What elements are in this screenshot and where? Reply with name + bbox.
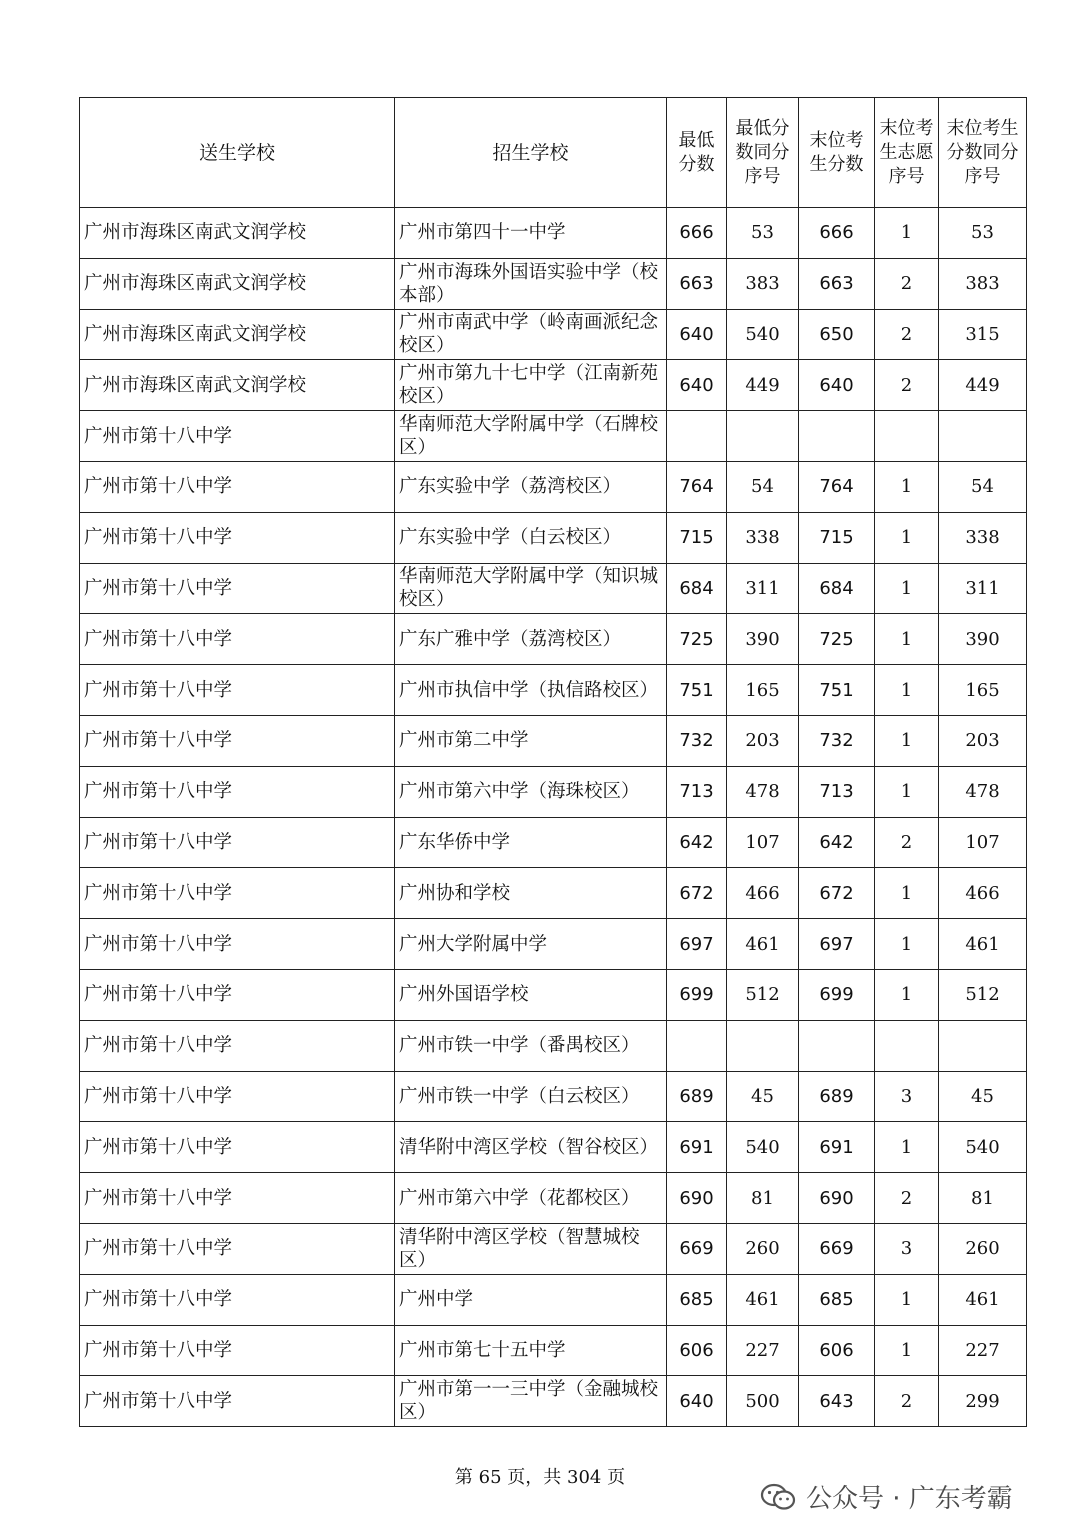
cell-admitting-school: 广州市第六中学（花都校区） [395,1173,667,1224]
cell-min-score-rank: 45 [727,1071,799,1122]
cell-last-score-rank: 45 [939,1071,1027,1122]
cell-last-choice: 1 [875,1274,939,1325]
cell-last-score: 663 [799,258,875,309]
watermark [760,1478,1013,1515]
cell-min-score-rank: 478 [727,766,799,817]
cell-min-score-rank: 54 [727,461,799,512]
cell-min-score: 689 [667,1071,727,1122]
cell-min-score-rank: 260 [727,1223,799,1274]
cell-last-score: 642 [799,817,875,868]
cell-last-score: 650 [799,309,875,360]
cell-min-score-rank: 81 [727,1173,799,1224]
table-row [80,461,1027,512]
table-row [80,1274,1027,1325]
cell-min-score: 640 [667,1376,727,1427]
table-row [80,411,1027,462]
cell-admitting-school: 广州市第七十五中学 [395,1325,667,1376]
cell-last-score [799,1020,875,1071]
cell-sending-school: 广州市第十八中学 [80,1173,395,1224]
cell-last-score-rank [939,411,1027,462]
cell-min-score-rank [727,1020,799,1071]
cell-min-score-rank: 500 [727,1376,799,1427]
cell-min-score: 732 [667,715,727,766]
cell-admitting-school: 广州大学附属中学 [395,919,667,970]
cell-min-score-rank: 107 [727,817,799,868]
cell-sending-school: 广州市第十八中学 [80,1223,395,1274]
cell-sending-school: 广州市第十八中学 [80,1376,395,1427]
cell-min-score-rank: 311 [727,563,799,614]
table-row [80,208,1027,259]
cell-admitting-school: 广州市铁一中学（白云校区） [395,1071,667,1122]
cell-sending-school: 广州市第十八中学 [80,614,395,665]
table-body [80,208,1027,1427]
cell-min-score: 699 [667,969,727,1020]
cell-admitting-school: 广州市第四十一中学 [395,208,667,259]
cell-min-score-rank: 512 [727,969,799,1020]
cell-min-score-rank: 540 [727,1122,799,1173]
cell-min-score-rank: 383 [727,258,799,309]
cell-admitting-school: 广州协和学校 [395,868,667,919]
cell-sending-school: 广州市海珠区南武文润学校 [80,309,395,360]
cell-min-score-rank: 227 [727,1325,799,1376]
table-row [80,817,1027,868]
cell-last-score-rank: 54 [939,461,1027,512]
cell-admitting-school: 华南师范大学附属中学（石牌校区） [395,411,667,462]
cell-admitting-school: 广东实验中学（荔湾校区） [395,461,667,512]
cell-min-score-rank [727,411,799,462]
cell-admitting-school: 广州市执信中学（执信路校区） [395,665,667,716]
cell-sending-school: 广州市海珠区南武文润学校 [80,258,395,309]
cell-sending-school: 广州市第十八中学 [80,1274,395,1325]
table-row [80,919,1027,970]
cell-sending-school: 广州市第十八中学 [80,461,395,512]
cell-admitting-school: 广州市第六中学（海珠校区） [395,766,667,817]
cell-admitting-school: 广州市铁一中学（番禺校区） [395,1020,667,1071]
table-row [80,766,1027,817]
cell-last-choice: 2 [875,1173,939,1224]
table-header-row [80,98,1027,208]
cell-min-score: 764 [667,461,727,512]
cell-last-score-rank: 540 [939,1122,1027,1173]
cell-admitting-school: 广州市海珠外国语实验中学（校本部） [395,258,667,309]
cell-last-score: 725 [799,614,875,665]
cell-last-score-rank: 311 [939,563,1027,614]
header-last-choice: 末位考生志愿序号 [875,98,939,208]
cell-last-score-rank: 81 [939,1173,1027,1224]
cell-last-score-rank: 512 [939,969,1027,1020]
cell-last-score-rank: 53 [939,208,1027,259]
table-row [80,309,1027,360]
cell-min-score-rank: 203 [727,715,799,766]
cell-last-choice: 1 [875,1122,939,1173]
cell-last-choice: 3 [875,1223,939,1274]
table-row [80,614,1027,665]
table-row [80,1122,1027,1173]
cell-last-choice: 1 [875,868,939,919]
cell-last-choice: 3 [875,1071,939,1122]
cell-last-score-rank: 107 [939,817,1027,868]
cell-last-score: 713 [799,766,875,817]
cell-min-score-rank: 461 [727,1274,799,1325]
watermark-text: 公众号 · 广东考霸 [806,1484,1013,1514]
cell-last-choice: 2 [875,1376,939,1427]
cell-sending-school: 广州市第十八中学 [80,817,395,868]
cell-admitting-school: 清华附中湾区学校（智慧城校区） [395,1223,667,1274]
cell-last-score: 732 [799,715,875,766]
cell-min-score: 685 [667,1274,727,1325]
cell-admitting-school: 清华附中湾区学校（智谷校区） [395,1122,667,1173]
cell-last-choice [875,411,939,462]
cell-admitting-school: 广东广雅中学（荔湾校区） [395,614,667,665]
table-row [80,563,1027,614]
cell-sending-school: 广州市第十八中学 [80,1122,395,1173]
table-row [80,258,1027,309]
cell-last-score: 606 [799,1325,875,1376]
cell-last-score-rank: 315 [939,309,1027,360]
cell-min-score: 725 [667,614,727,665]
cell-sending-school: 广州市第十八中学 [80,1325,395,1376]
cell-sending-school: 广州市第十八中学 [80,563,395,614]
cell-last-score-rank: 299 [939,1376,1027,1427]
table-row [80,665,1027,716]
cell-last-score: 697 [799,919,875,970]
cell-sending-school: 广州市第十八中学 [80,715,395,766]
header-min-score: 最低分数 [667,98,727,208]
cell-sending-school: 广州市第十八中学 [80,1071,395,1122]
cell-min-score-rank: 461 [727,919,799,970]
cell-last-score-rank: 461 [939,919,1027,970]
cell-last-choice: 1 [875,665,939,716]
cell-last-score: 666 [799,208,875,259]
cell-min-score [667,411,727,462]
table-row [80,1376,1027,1427]
cell-admitting-school: 广州市南武中学（岭南画派纪念校区） [395,309,667,360]
cell-min-score-rank: 449 [727,360,799,411]
cell-sending-school: 广州市海珠区南武文润学校 [80,208,395,259]
cell-last-score-rank: 338 [939,512,1027,563]
cell-last-choice: 2 [875,817,939,868]
cell-admitting-school: 广州外国语学校 [395,969,667,1020]
cell-min-score-rank: 390 [727,614,799,665]
cell-min-score: 697 [667,919,727,970]
cell-min-score: 640 [667,309,727,360]
cell-last-choice: 1 [875,715,939,766]
cell-min-score-rank: 466 [727,868,799,919]
cell-last-choice: 1 [875,1325,939,1376]
cell-min-score-rank: 338 [727,512,799,563]
cell-last-choice: 2 [875,309,939,360]
cell-last-choice: 1 [875,512,939,563]
cell-sending-school: 广州市第十八中学 [80,512,395,563]
cell-min-score-rank: 540 [727,309,799,360]
cell-last-score: 669 [799,1223,875,1274]
cell-last-score: 685 [799,1274,875,1325]
cell-last-score-rank: 227 [939,1325,1027,1376]
table-row [80,1173,1027,1224]
cell-sending-school: 广州市第十八中学 [80,969,395,1020]
cell-min-score: 690 [667,1173,727,1224]
cell-min-score: 672 [667,868,727,919]
table-row [80,1020,1027,1071]
cell-last-choice: 1 [875,563,939,614]
cell-sending-school: 广州市第十八中学 [80,1020,395,1071]
table-row [80,360,1027,411]
cell-min-score: 715 [667,512,727,563]
cell-last-score: 689 [799,1071,875,1122]
cell-sending-school: 广州市第十八中学 [80,411,395,462]
cell-min-score: 663 [667,258,727,309]
cell-admitting-school: 广州市第二中学 [395,715,667,766]
cell-admitting-school: 广东实验中学（白云校区） [395,512,667,563]
cell-min-score: 606 [667,1325,727,1376]
cell-last-score: 690 [799,1173,875,1224]
header-sending-school: 送生学校 [80,98,395,208]
table-row [80,512,1027,563]
header-admitting-school: 招生学校 [395,98,667,208]
admission-table [79,97,1027,1427]
header-last-score: 末位考生分数 [799,98,875,208]
cell-min-score-rank: 53 [727,208,799,259]
cell-admitting-school: 广州市第一一三中学（金融城校区） [395,1376,667,1427]
cell-admitting-school: 广州市第九十七中学（江南新苑校区） [395,360,667,411]
header-last-score-rank: 末位考生分数同分序号 [939,98,1027,208]
cell-min-score: 684 [667,563,727,614]
cell-min-score: 751 [667,665,727,716]
cell-last-score-rank: 449 [939,360,1027,411]
cell-last-score-rank: 203 [939,715,1027,766]
cell-last-choice: 1 [875,614,939,665]
cell-min-score: 640 [667,360,727,411]
cell-min-score: 666 [667,208,727,259]
table-row [80,1325,1027,1376]
cell-sending-school: 广州市第十八中学 [80,868,395,919]
wechat-icon [760,1483,796,1511]
cell-last-score-rank: 383 [939,258,1027,309]
cell-last-choice: 2 [875,258,939,309]
cell-last-score: 643 [799,1376,875,1427]
cell-last-score-rank: 466 [939,868,1027,919]
cell-last-score: 751 [799,665,875,716]
cell-last-choice: 1 [875,461,939,512]
cell-last-choice: 1 [875,919,939,970]
cell-last-score: 764 [799,461,875,512]
cell-last-score-rank [939,1020,1027,1071]
cell-last-score [799,411,875,462]
cell-last-score-rank: 461 [939,1274,1027,1325]
cell-sending-school: 广州市第十八中学 [80,665,395,716]
cell-last-score: 672 [799,868,875,919]
cell-last-score-rank: 260 [939,1223,1027,1274]
cell-last-score: 640 [799,360,875,411]
cell-admitting-school: 广东华侨中学 [395,817,667,868]
cell-last-choice: 1 [875,208,939,259]
cell-sending-school: 广州市第十八中学 [80,919,395,970]
cell-last-score: 684 [799,563,875,614]
cell-sending-school: 广州市海珠区南武文润学校 [80,360,395,411]
cell-last-score: 691 [799,1122,875,1173]
cell-last-score-rank: 478 [939,766,1027,817]
cell-last-choice [875,1020,939,1071]
cell-min-score-rank: 165 [727,665,799,716]
table-row [80,1071,1027,1122]
table-row [80,868,1027,919]
cell-min-score: 669 [667,1223,727,1274]
page-footer: 第 65 页，共 304 页 [454,1467,626,1488]
cell-min-score: 691 [667,1122,727,1173]
cell-admitting-school: 广州中学 [395,1274,667,1325]
table-row [80,715,1027,766]
cell-min-score [667,1020,727,1071]
cell-last-choice: 1 [875,969,939,1020]
header-min-score-rank: 最低分数同分序号 [727,98,799,208]
cell-admitting-school: 华南师范大学附属中学（知识城校区） [395,563,667,614]
table-row [80,969,1027,1020]
cell-last-score: 699 [799,969,875,1020]
cell-last-score-rank: 390 [939,614,1027,665]
cell-last-choice: 1 [875,766,939,817]
cell-last-score: 715 [799,512,875,563]
cell-min-score: 642 [667,817,727,868]
cell-last-score-rank: 165 [939,665,1027,716]
table-row [80,1223,1027,1274]
cell-last-choice: 2 [875,360,939,411]
cell-min-score: 713 [667,766,727,817]
cell-sending-school: 广州市第十八中学 [80,766,395,817]
